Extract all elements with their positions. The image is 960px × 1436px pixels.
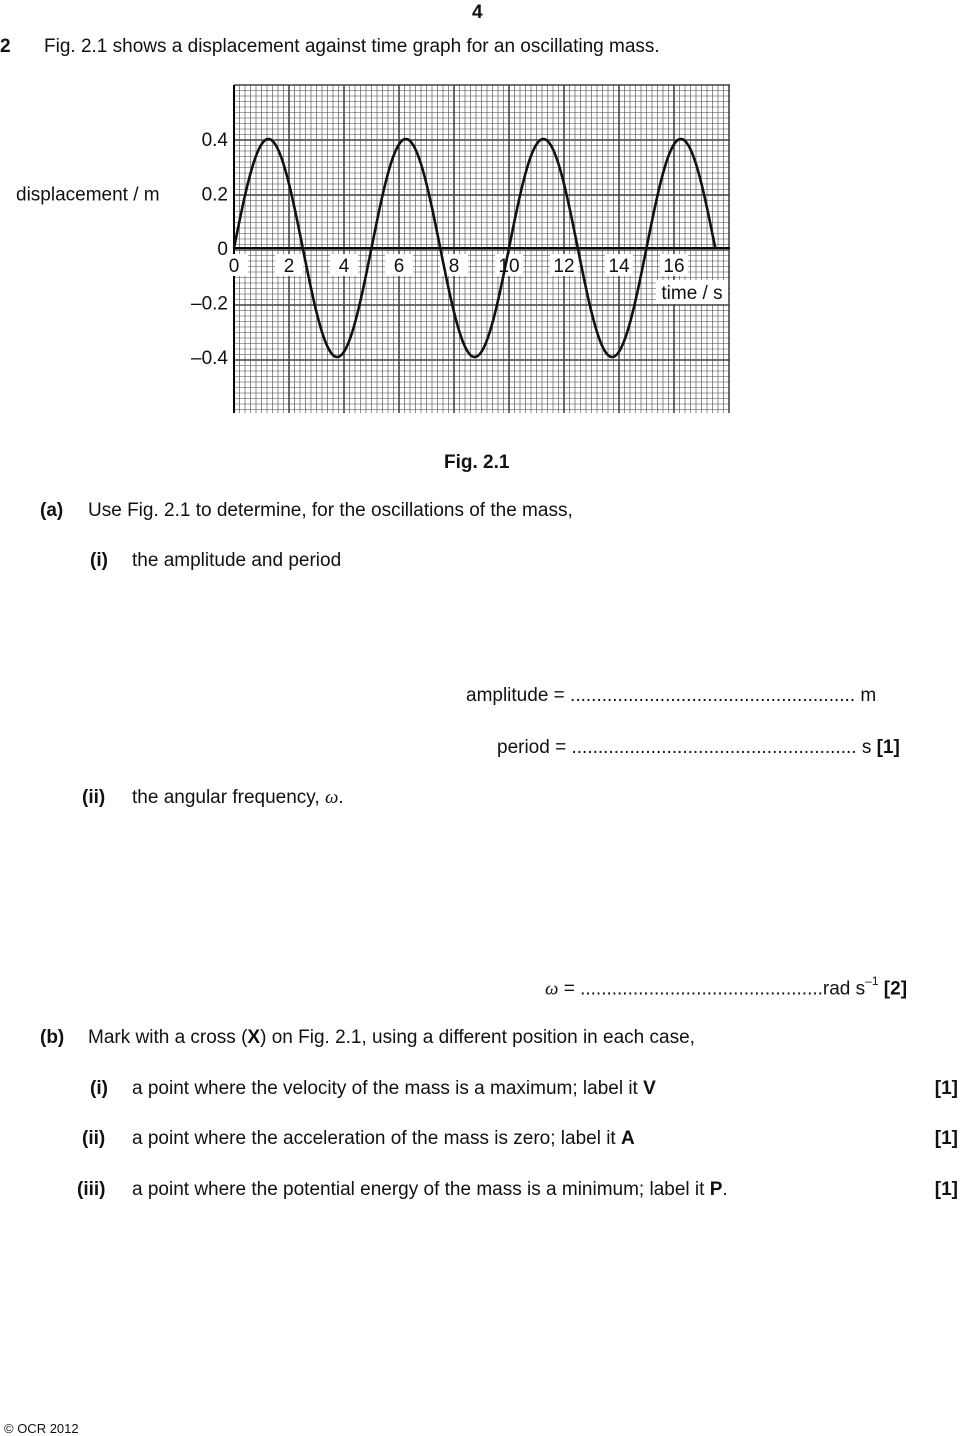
copyright-footer: © OCR 2012 — [4, 1421, 79, 1436]
part-b-i-marks: [1] — [934, 1078, 958, 1099]
y-tick-label: –0.2 — [191, 293, 228, 315]
x-tick-label: 16 — [663, 256, 685, 277]
y-axis-label: displacement / m — [16, 184, 160, 206]
part-b-i-text: a point where the velocity of the mass is a maximum; label it V — [132, 1078, 656, 1099]
part-b-iii-marks: [1] — [934, 1179, 958, 1200]
x-tick-label: 2 — [283, 256, 295, 277]
y-tick-label: 0 — [217, 239, 228, 260]
part-b-iii-text: a point where the potential energy of the mass is a minimum; label it P. — [132, 1179, 728, 1200]
omega-unit: rad s — [822, 978, 866, 1000]
amplitude-label: amplitude = — [466, 685, 571, 706]
omega-symbol: ω — [324, 787, 339, 808]
part-b-ii-label: (ii) — [82, 1128, 106, 1149]
x-tick-label: 12 — [553, 256, 575, 277]
amplitude-dots[interactable]: ...................................................... — [570, 685, 856, 706]
x-tick-label: 14 — [608, 256, 630, 277]
amplitude-unit: m — [860, 685, 877, 706]
omega-dots[interactable]: .............................................. — [580, 978, 823, 1000]
figure-caption: Fig. 2.1 — [444, 452, 510, 473]
x-tick-label: 0 — [228, 256, 240, 277]
part-b-ii-text: a point where the acceleration of the mass is zero; label it A — [132, 1128, 635, 1149]
period-answer-line[interactable] — [497, 737, 900, 759]
displacement-time-graph — [0, 80, 960, 425]
part-a-i-label: (i) — [90, 550, 108, 571]
y-tick-label: 0.2 — [201, 184, 228, 206]
amplitude-answer-line[interactable] — [466, 685, 876, 707]
page-number: 4 — [472, 2, 483, 23]
period-label: period = — [497, 737, 572, 758]
y-tick-label: –0.4 — [191, 348, 228, 369]
omega-answer-line[interactable]: ω = ..............................................rad $s^{-1}$ [2] — [545, 974, 908, 1000]
part-b-label: (b) — [40, 1027, 65, 1048]
part-a-i-text: the amplitude and period — [132, 550, 342, 571]
part-a-i-marks: [1] — [876, 737, 900, 758]
part-a-label: (a) — [40, 500, 64, 521]
part-b-iii-label: (iii) — [77, 1179, 106, 1200]
omega-answer-symbol: ω — [545, 978, 559, 1000]
period-dots[interactable]: ...................................................... — [571, 737, 857, 758]
x-tick-label: 8 — [448, 256, 460, 277]
x-axis-label: time / s — [661, 283, 723, 304]
question-stem: Fig. 2.1 shows a displacement against time graph for an oscillating mass. — [44, 36, 660, 57]
x-tick-label: 10 — [498, 256, 520, 277]
part-b-i-label: (i) — [90, 1078, 108, 1099]
y-tick-label: 0.4 — [201, 130, 228, 151]
part-a-ii-text: the angular frequency, ω. — [132, 787, 344, 808]
part-a-ii-label: (ii) — [82, 787, 106, 808]
part-a-ii-marks: [2] — [883, 978, 908, 1000]
x-tick-label: 6 — [393, 256, 405, 277]
part-b-text: Mark with a cross (X) on Fig. 2.1, using a different position in each case, — [88, 1027, 695, 1048]
period-unit: s — [861, 737, 872, 758]
x-tick-label: 4 — [338, 256, 350, 277]
part-b-ii-marks: [1] — [934, 1128, 958, 1149]
omega-unit-exponent: –1 — [865, 974, 879, 988]
question-number: 2 — [0, 36, 11, 57]
part-a-text: Use Fig. 2.1 to determine, for the oscillations of the mass, — [88, 500, 573, 521]
